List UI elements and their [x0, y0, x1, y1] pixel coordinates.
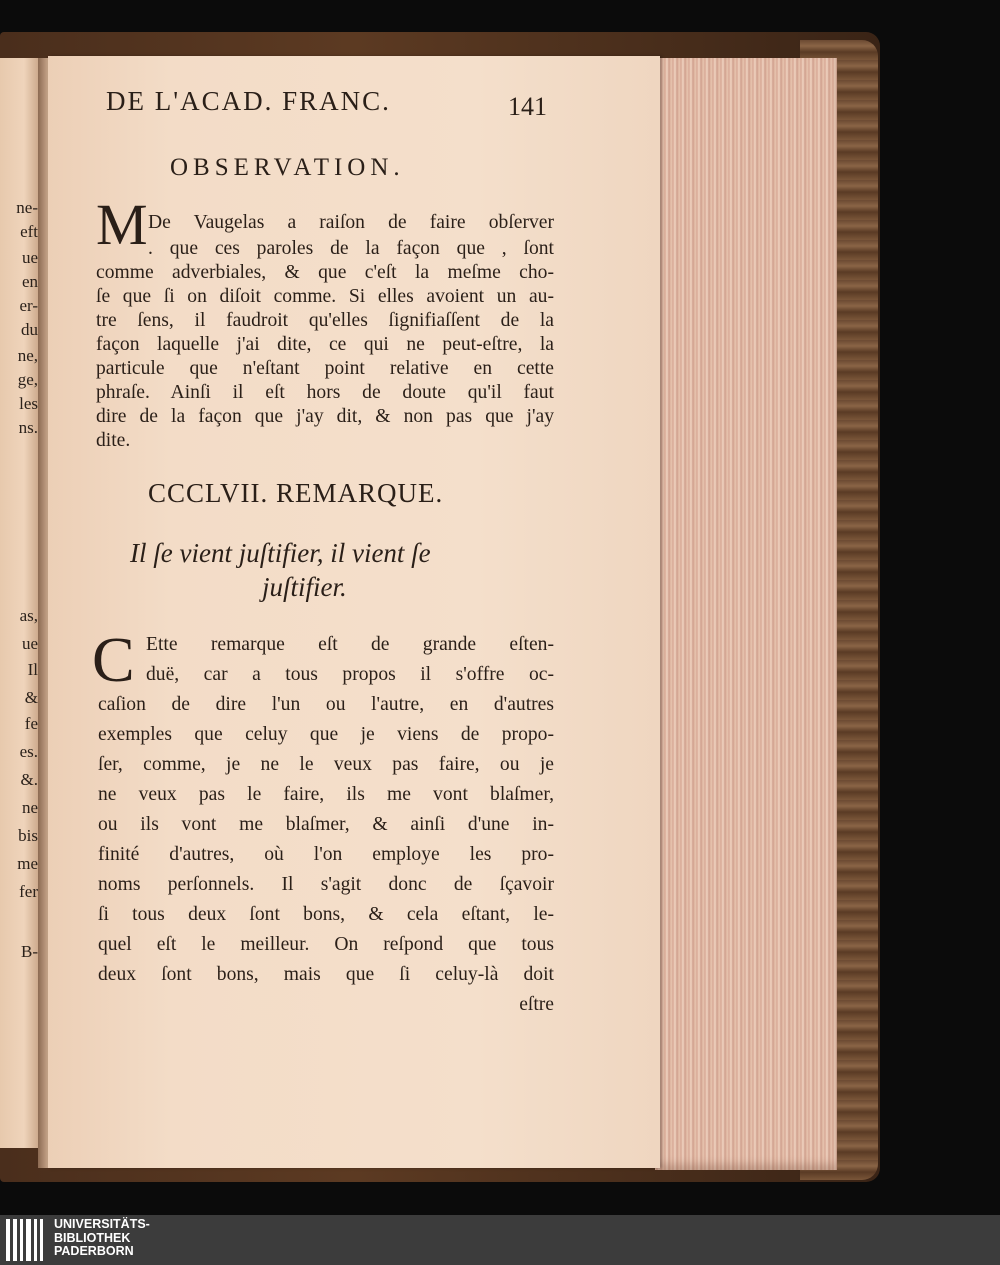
- logo-line: BIBLIOTHEK: [54, 1230, 131, 1245]
- text-line: exemples que celuy que je viens de propo-: [98, 724, 554, 745]
- text-line: deux ſont bons, mais que ſi celuy-là doit: [98, 964, 554, 985]
- remarque-subtitle: juſtifier.: [262, 572, 347, 602]
- library-footer: [0, 1215, 1000, 1265]
- facing-page-fragment: ge,: [17, 370, 38, 389]
- remarque-heading: CCCLVII. REMARQUE.: [148, 478, 444, 508]
- text-line: tre ſens, il faudroit qu'elles ſignifiaſſent de la: [96, 310, 554, 331]
- text-line: ſer, comme, je ne le veux pas faire, ou je: [98, 754, 554, 775]
- facing-page-fragment: ne,: [17, 346, 38, 365]
- page-number: 141: [508, 92, 547, 121]
- running-head: DE L'ACAD. FRANC.: [106, 86, 391, 116]
- text-line: ne veux pas le faire, ils me vont blaſmer,: [98, 784, 554, 805]
- text-line: caſion de dire l'un ou l'autre, en d'autres: [98, 694, 554, 715]
- facing-page-fragment: Il: [27, 660, 38, 679]
- facing-page-fragment: B-: [21, 942, 38, 961]
- facing-page-fragment: ue: [21, 634, 38, 653]
- text-line: ſi tous deux ſont bons, & cela eſtant, le-: [98, 904, 554, 925]
- facing-page-fragment: me: [17, 854, 38, 873]
- facing-page-fragment: &.: [20, 770, 38, 789]
- facing-page-fragment: ne-: [16, 198, 38, 217]
- facing-page-fragment: es.: [19, 742, 38, 761]
- text-line: comme adverbiales, & que c'eſt la meſme cho-: [96, 262, 554, 283]
- facing-page-fragment: ne: [21, 798, 38, 817]
- facing-page-fragment: er-: [19, 296, 38, 315]
- text-line: ou ils vont me blaſmer, & ainſi d'une in-: [98, 814, 554, 835]
- drop-capital: C: [92, 624, 135, 695]
- drop-capital: M: [96, 192, 148, 257]
- text-line: façon laquelle j'ai dite, ce qui ne peut-eſtre, la: [96, 334, 554, 355]
- facing-page-fragment: as,: [19, 606, 38, 625]
- facing-page-fragment: ns.: [18, 418, 38, 437]
- facing-page-fragment: du: [21, 320, 38, 339]
- facing-page-fragment: eft: [20, 222, 38, 241]
- library-logo-icon: [6, 1219, 48, 1261]
- logo-line: UNIVERSITÄTS-: [54, 1217, 150, 1231]
- logo-line: PADERBORN: [54, 1244, 134, 1258]
- text-line: duë, car a tous propos il s'offre oc-: [146, 664, 554, 685]
- page-edges: [655, 58, 837, 1170]
- text-line: De Vaugelas a raiſon de faire obſerver: [148, 212, 554, 233]
- observation-heading: OBSERVATION.: [170, 154, 405, 181]
- facing-page: [0, 58, 40, 1148]
- text-line: Ette remarque eſt de grande eſten-: [146, 634, 554, 655]
- library-logo-text: [54, 1218, 150, 1259]
- remarque-subtitle: Il ſe vient juſtifier, il vient ſe: [130, 538, 431, 568]
- text-line: phraſe. Ainſi il eſt hors de doute qu'il faut: [96, 382, 554, 403]
- facing-page-fragment: ue: [21, 248, 38, 267]
- facing-page-fragment: fer: [19, 882, 38, 901]
- text-line: . que ces paroles de la façon que , ſont: [148, 238, 554, 259]
- text-line: finité d'autres, où l'on employe les pro-: [98, 844, 554, 865]
- facing-page-fragment: en: [21, 272, 38, 291]
- text-line: particule que n'eſtant point relative en cette: [96, 358, 554, 379]
- facing-page-fragment: &: [24, 688, 38, 707]
- text-line: noms perſonnels. Il s'agit donc de ſçavoir: [98, 874, 554, 895]
- facing-page-fragment: les: [19, 394, 38, 413]
- text-line: quel eſt le meilleur. On reſpond que tous: [98, 934, 554, 955]
- text-line: dite.: [96, 430, 131, 451]
- text-line: ſe que ſi on diſoit comme. Si elles avoient un au-: [96, 286, 554, 307]
- facing-page-fragment: bis: [18, 826, 38, 845]
- text-line: dire de la façon que j'ay dit, & non pas que j'ay: [96, 406, 554, 427]
- facing-page-fragment: fe: [24, 714, 38, 733]
- catchword: eſtre: [519, 994, 554, 1015]
